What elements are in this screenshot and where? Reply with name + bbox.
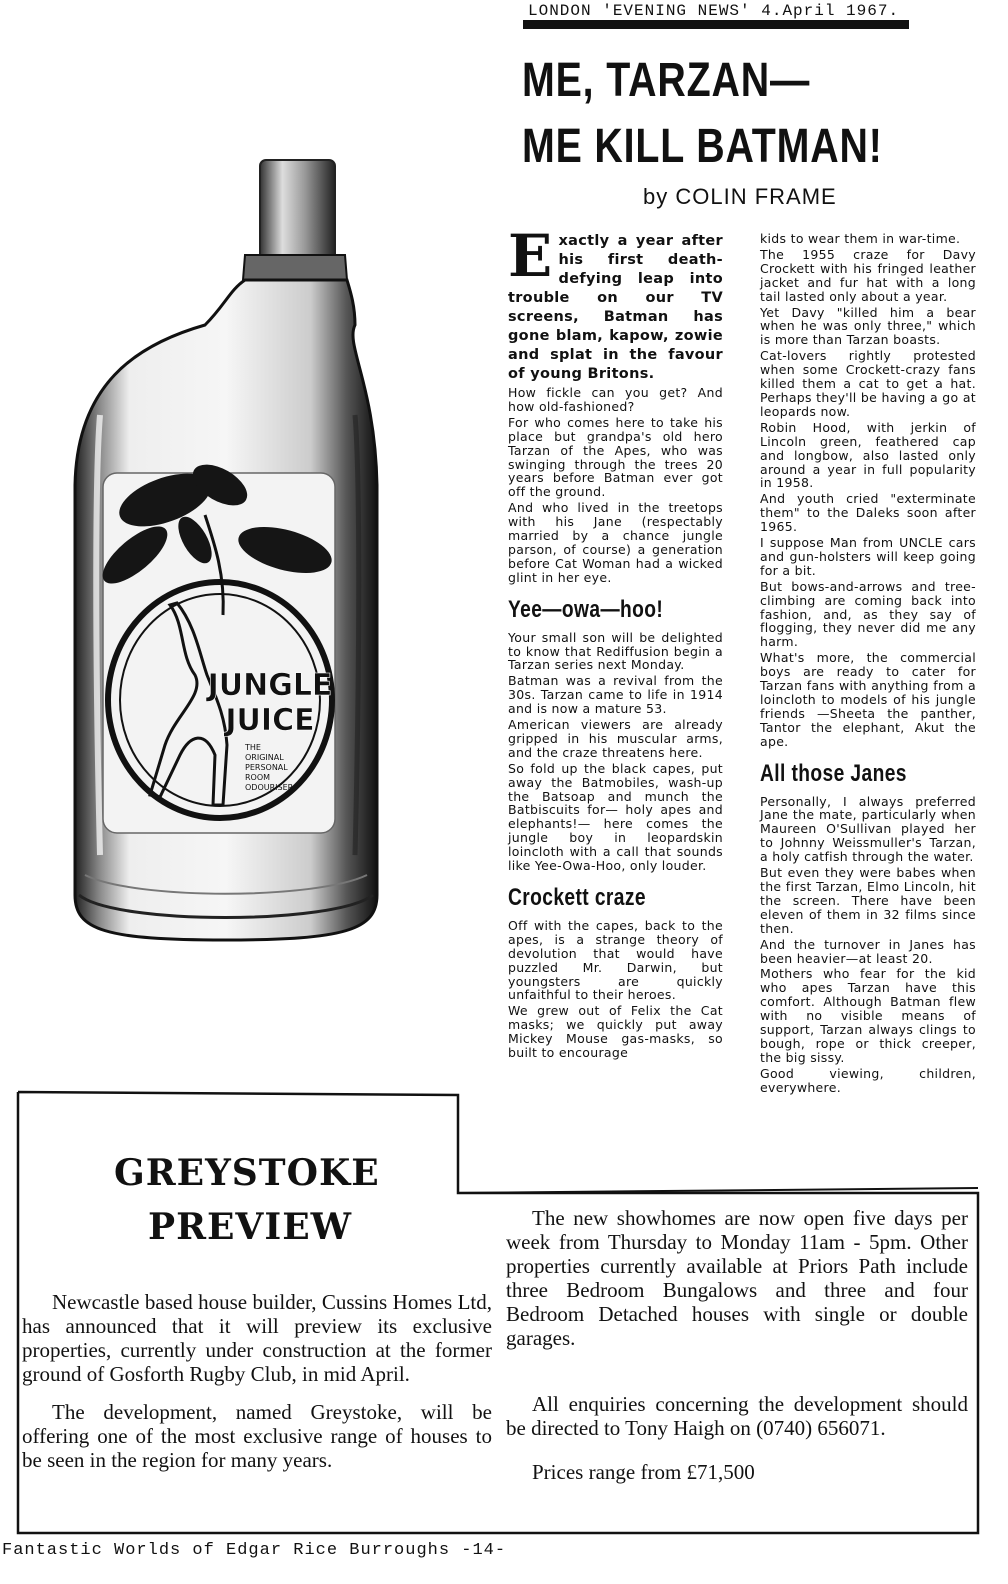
article-paragraph: American viewers are already gripped in his muscular arms, and the craze threatens here.: [508, 717, 723, 760]
article-paragraph: I suppose Man from UNCLE cars and gun-holsters will keep going for a bit.: [760, 535, 976, 578]
article-paragraph: We grew out of Felix the Cat masks; we quickly put away Mickey Mouse gas-masks, so built to encourage: [508, 1003, 723, 1061]
article-paragraph: And youth cried "exterminate them" to the Daleks soon after 1965.: [760, 491, 976, 535]
article-paragraph: For who comes here to take his place but grandpa's old hero Tarzan of the Apes, who was swinging through the trees 20 years before Batman ever got off the ground.: [508, 414, 723, 500]
article-paragraph: Good viewing, children, everywhere.: [760, 1065, 976, 1095]
article-paragraph: Mothers who fear for the kid who apes Tarzan have this comfort. Although Batman flew with no visible means of support, Tarzan always clings to bough, rope or thick creeper, the big sissy.: [760, 966, 976, 1065]
label-brand-line-1: JUNGLE: [207, 668, 333, 703]
ad-paragraph-showhomes: The new showhomes are now open five days per week from Thursday to Monday 11am - 5pm. Other properties currently available at Priors Path include three Bedroom Bungalows and three and four Bedroom Detached houses with single or double garages.: [506, 1206, 968, 1350]
article-paragraph: kids to wear them in war-time.: [760, 231, 961, 246]
article-paragraph: But even they were babes when the first Tarzan, Elmo Lincoln, hit the screen. There have been eleven of them in 32 films since then.: [760, 865, 976, 936]
svg-text:PERSONAL: PERSONAL: [245, 763, 288, 772]
drop-cap: E: [508, 222, 553, 290]
subhead-crockett-craze: Crockett craze: [508, 884, 646, 911]
article-paragraph: Personally, I always preferred Jane the mate, particularly when Maureen O'Sullivan played her to Johnny Weissmuller's Tarzan, a holy catfish through the water.: [760, 793, 976, 865]
article-paragraph: The 1955 craze for Davy Crockett with his fringed leather jacket and fur hat with a long tail lasted only about a year.: [760, 246, 976, 304]
article-paragraph: Cat-lovers rightly protested when some Crockett-crazy fans killed them a cat to get a hat. Perhaps they'll be having a go at leopards now.: [760, 348, 976, 419]
article-paragraph: What's more, the commercial boys are ready to cater for Tarzan fans with anything from a loincloth to models of his jungle friends —Sheeta the panther, Tantor the elephant, Akut the ape.: [760, 650, 976, 749]
ad-paragraph: The development, named Greystoke, will be offering one of the most exclusive range of houses to be seen in the region for many years.: [22, 1400, 492, 1472]
svg-text:ODOURISER: ODOURISER: [245, 783, 294, 792]
article-paragraph: But bows-and-arrows and tree-climbing are coming back into fashion, and, as they say of flogging, they never did me any harm.: [760, 578, 976, 650]
label-brand-line-2: JUICE: [225, 703, 315, 738]
article-paragraph: Yet Davy "killed him a bear when he was only three," which is more than Tarzan boasts.: [760, 304, 976, 348]
ad-left-column: [22, 1290, 492, 1472]
ad-paragraph: Newcastle based house builder, Cussins Homes Ltd, has announced that it will preview its exclusive properties, currently under construction at the former ground of Gosforth Rugby Club, in mid April.: [22, 1290, 492, 1386]
article-paragraph: And the turnover in Janes has been heavier—at least 20.: [760, 936, 976, 966]
svg-text:ORIGINAL: ORIGINAL: [245, 753, 284, 762]
article-paragraph: How fickle can you get? And how old-fashioned?: [508, 385, 723, 414]
subhead-all-those-janes: All those Janes: [760, 759, 907, 787]
ad-paragraph-prices: Prices range from £71,500: [532, 1460, 755, 1484]
article-paragraph: Robin Hood, with jerkin of Lincoln green, feathered cap and longbow, also lasted only around a year in full popularity in 1958.: [760, 419, 976, 491]
article-paragraph: Off with the capes, back to the apes, is a strange theory of devolution that would have puzzled Mr. Darwin, but youngsters are quickly unfaithful to their heroes.: [508, 917, 723, 1003]
article-paragraph: Batman was a revival from the 30s. Tarzan came to life in 1914 and is now a mature 53.: [508, 673, 723, 717]
dateline: LONDON 'EVENING NEWS' 4.April 1967.: [528, 2, 900, 20]
article-paragraph: Your small son will be delighted to know that Rediffusion begin a Tarzan series next Monday.: [508, 629, 723, 673]
headline-line-1: ME, TARZAN—: [522, 54, 811, 107]
subhead-yee-owa-hoo: Yee—owa—hoo!: [508, 595, 664, 623]
headline-line-2: ME KILL BATMAN!: [522, 120, 883, 173]
lead-text: xactly a year after his first death-defying leap into trouble on our TV screens, Batman has gone blam, kapow, zowie and splat in the favour of young Britons.: [508, 233, 723, 382]
article-paragraph: And who lived in the treetops with his Jane (respectably married by a chance jungle parson, of course) a generation before Cat Woman had a wicked glint in her eye.: [508, 500, 723, 585]
ad-right-column: [506, 1206, 968, 1484]
svg-text:ROOM: ROOM: [245, 773, 271, 782]
svg-text:THE: THE: [245, 743, 261, 752]
ad-paragraph-enquiries: All enquiries concerning the development should be directed to Tony Haigh on (0740) 656071.: [506, 1392, 968, 1440]
page-footer: Fantastic Worlds of Edgar Rice Burroughs -14-: [2, 1541, 507, 1560]
article-paragraph: So fold up the black capes, put away the Batmobiles, wash-up the Batsoap and munch the Batbiscuits for— holy apes and elephants!— here comes the jungle boy in leopardskin loincloth with a call that sounds like Yee-Owa-Hoo, only louder.: [508, 760, 723, 874]
byline: by COLIN FRAME: [643, 184, 837, 209]
ad-title-preview: PREVIEW: [148, 1206, 353, 1248]
ad-title-greystoke: GREYSTOKE: [114, 1152, 380, 1194]
